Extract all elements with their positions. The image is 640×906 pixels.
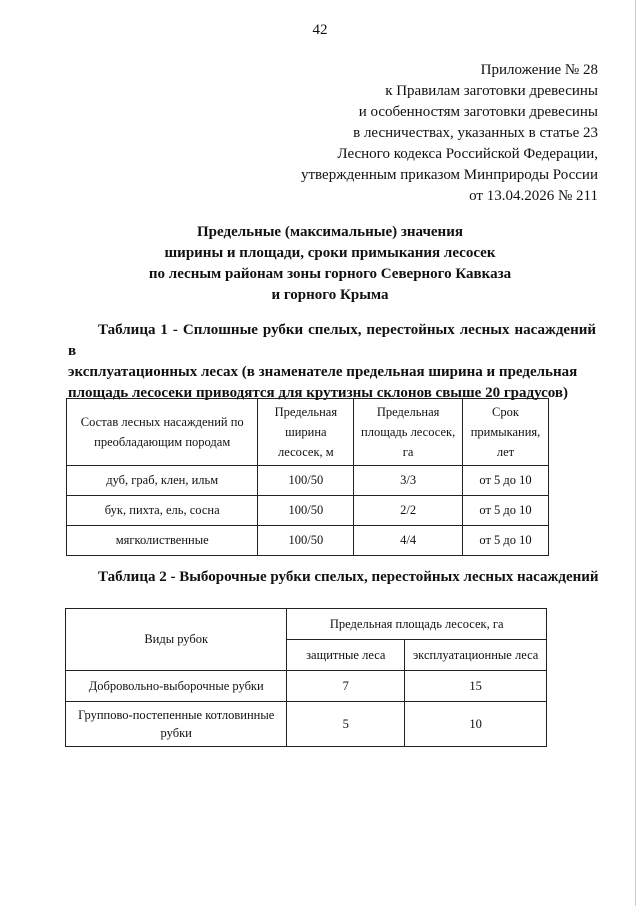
appendix-line: Лесного кодекса Российской Федерации, — [337, 146, 598, 162]
table-cell: 7 — [287, 671, 405, 702]
appendix-line: в лесничествах, указанных в статье 23 — [353, 125, 598, 141]
page-number: 42 — [312, 22, 328, 38]
table-cell: 100/50 — [258, 526, 354, 556]
title-line: ширины и площади, сроки примыкания лесосек — [164, 245, 496, 261]
appendix-line: утвержденным приказом Минприроды России — [301, 167, 598, 183]
header-group-cell: Предельная площадь лесосек, га — [287, 609, 547, 640]
header-cell: защитные леса — [287, 640, 405, 671]
appendix-line: Приложение № 28 — [480, 62, 598, 78]
table-row — [67, 496, 549, 526]
header-cell: эксплуатационные леса — [405, 640, 547, 671]
title-line: по лесным районам зоны горного Северного Кавказа — [148, 266, 512, 282]
header-cell: Срок примыкания, лет — [463, 399, 549, 466]
table-cell: Добровольно-выборочные рубки — [66, 671, 287, 702]
appendix-line: к Правилам заготовки древесины — [385, 83, 598, 99]
table-cell: 2/2 — [354, 496, 463, 526]
table-cell: 10 — [405, 702, 547, 747]
table-cell: дуб, граб, клен, ильм — [67, 466, 258, 496]
header-cell: Состав лесных насаждений по преобладающим породам — [67, 399, 258, 466]
header-cell: Предельная ширина лесосек, м — [258, 399, 354, 466]
appendix-line: от 13.04.2026 № 211 — [469, 188, 598, 204]
appendix-reference — [301, 60, 598, 207]
table-header-row — [66, 609, 547, 640]
caption-line: Таблица 1 - Сплошные рубки спелых, перестойных лесных насаждений в — [68, 322, 596, 359]
header-cell: Предельная площадь лесосек, га — [354, 399, 463, 466]
caption-line: эксплуатационных лесах (в знаменателе предельная ширина и предельная — [68, 364, 578, 380]
table-cell: мягколиственные — [67, 526, 258, 556]
table1 — [66, 398, 549, 556]
caption-line: площадь лесосеки приводятся для крутизны склонов свыше 20 градусов) — [68, 385, 568, 401]
table-header-row — [67, 399, 549, 466]
table-cell: 5 — [287, 702, 405, 747]
table-row — [66, 671, 547, 702]
table-cell: от 5 до 10 — [463, 466, 549, 496]
document-title — [0, 222, 640, 306]
table-cell: от 5 до 10 — [463, 496, 549, 526]
table2-caption: Таблица 2 - Выборочные рубки спелых, перестойных лесных насаждений — [98, 569, 599, 585]
table-row — [67, 526, 549, 556]
table-cell: 100/50 — [258, 466, 354, 496]
table2 — [65, 608, 547, 747]
title-line: и горного Крыма — [271, 287, 389, 303]
table-cell: бук, пихта, ель, сосна — [67, 496, 258, 526]
table-cell: 15 — [405, 671, 547, 702]
title-line: Предельные (максимальные) значения — [197, 224, 463, 240]
table-cell: 4/4 — [354, 526, 463, 556]
table-row — [67, 466, 549, 496]
table-cell: 3/3 — [354, 466, 463, 496]
appendix-line: и особенностям заготовки древесины — [358, 104, 598, 120]
table-cell: от 5 до 10 — [463, 526, 549, 556]
header-cell: Виды рубок — [66, 609, 287, 671]
table-cell: 100/50 — [258, 496, 354, 526]
table-cell: Группово-постепенные котловинные рубки — [66, 702, 287, 747]
table-row — [66, 702, 547, 747]
scan-edge-line — [635, 0, 636, 906]
table1-caption — [68, 320, 596, 404]
